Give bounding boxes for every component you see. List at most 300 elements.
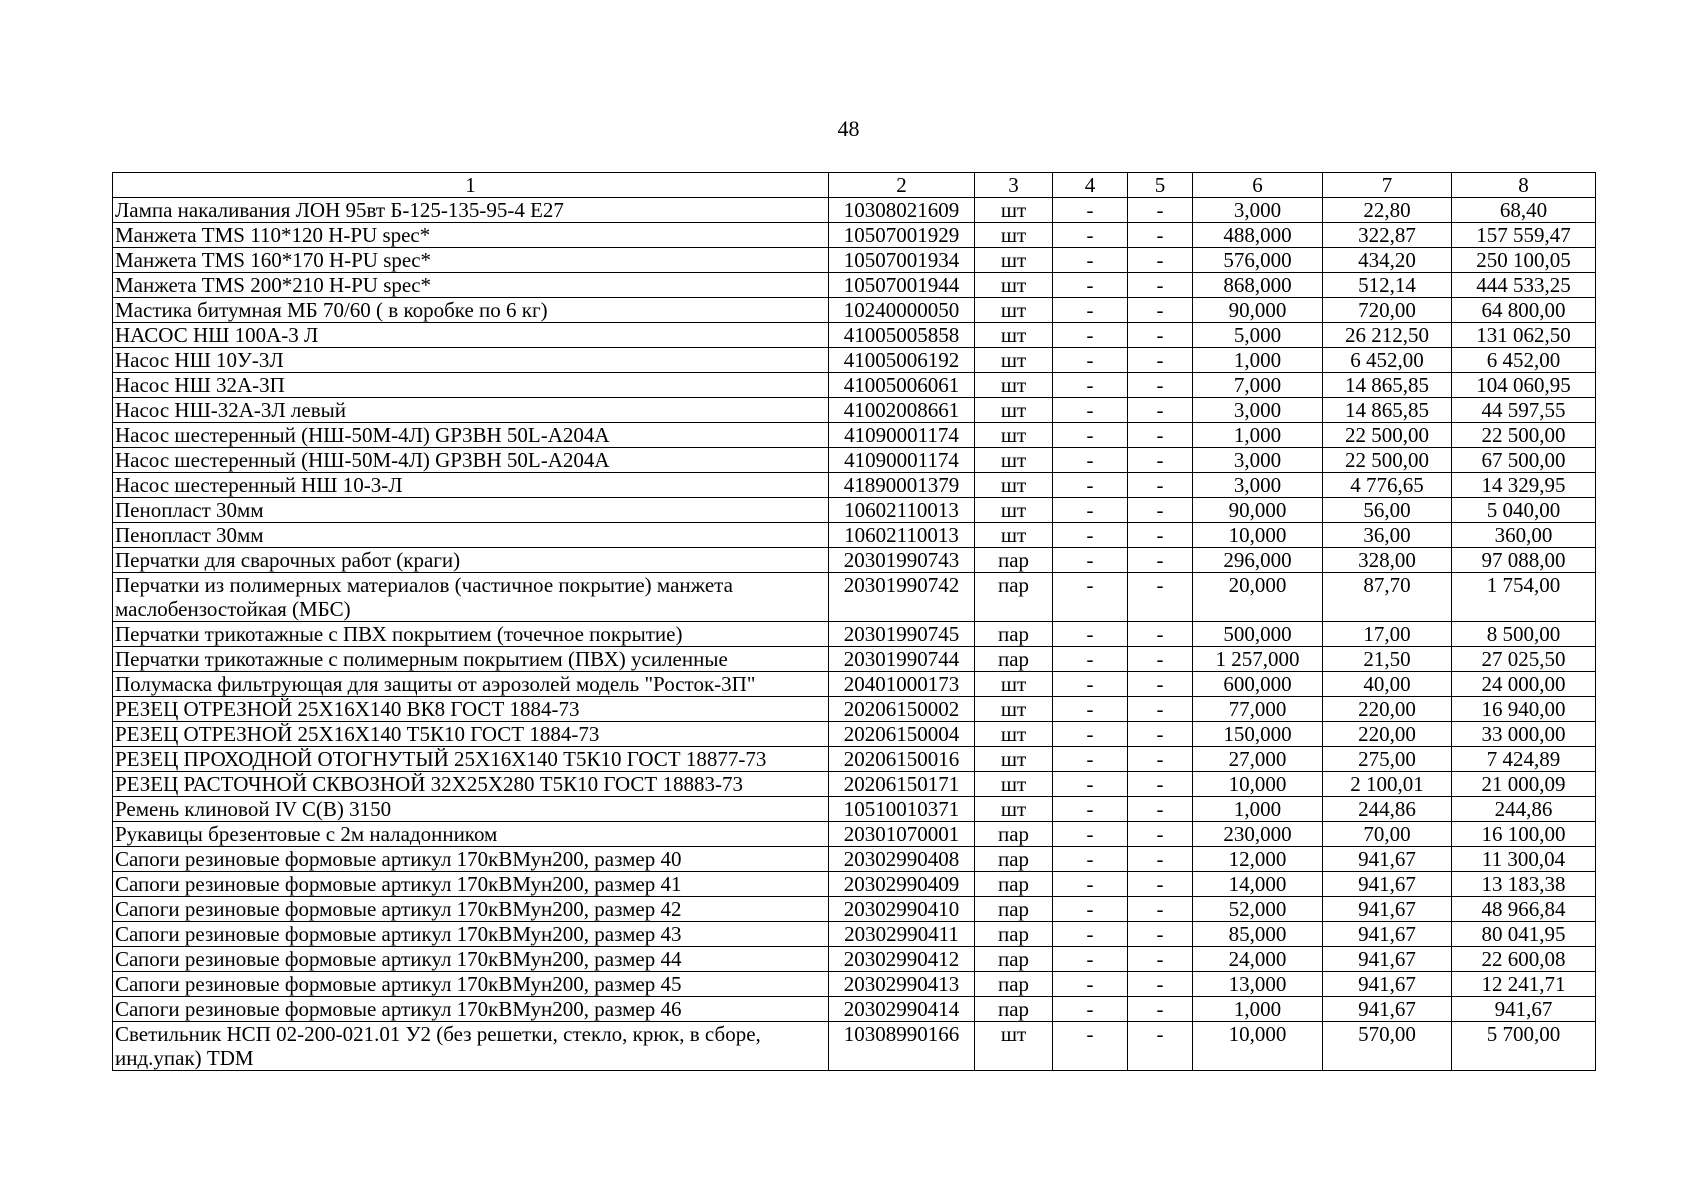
item-col5: - xyxy=(1128,972,1193,997)
table-row xyxy=(113,897,1596,922)
item-code: 20301990742 xyxy=(829,573,975,622)
table-row xyxy=(113,298,1596,323)
item-name: РЕЗЕЦ ОТРЕЗНОЙ 25Х16Х140 ВК8 ГОСТ 1884-73 xyxy=(113,697,829,722)
item-total: 12 241,71 xyxy=(1452,972,1596,997)
item-name: Манжета TMS 110*120 H-PU spec* xyxy=(113,223,829,248)
item-price: 941,67 xyxy=(1323,972,1452,997)
item-price: 220,00 xyxy=(1323,722,1452,747)
table-row xyxy=(113,972,1596,997)
item-code: 41005006192 xyxy=(829,348,975,373)
item-col4: - xyxy=(1053,972,1128,997)
item-quantity: 14,000 xyxy=(1193,872,1323,897)
item-unit: шт xyxy=(975,473,1053,498)
item-total: 5 040,00 xyxy=(1452,498,1596,523)
item-price: 6 452,00 xyxy=(1323,348,1452,373)
item-quantity: 10,000 xyxy=(1193,772,1323,797)
item-total: 21 000,09 xyxy=(1452,772,1596,797)
item-quantity: 13,000 xyxy=(1193,972,1323,997)
item-quantity: 150,000 xyxy=(1193,722,1323,747)
item-code: 20206150002 xyxy=(829,697,975,722)
item-code: 20302990408 xyxy=(829,847,975,872)
item-quantity: 10,000 xyxy=(1193,1022,1323,1071)
item-unit: шт xyxy=(975,498,1053,523)
item-col4: - xyxy=(1053,423,1128,448)
item-unit: шт xyxy=(975,697,1053,722)
item-unit: пар xyxy=(975,847,1053,872)
item-name: Лампа накаливания ЛОН 95вт Б-125-135-95-4 Е27 xyxy=(113,198,829,223)
item-code: 20301990743 xyxy=(829,548,975,573)
page-number: 48 xyxy=(837,116,860,141)
item-col5: - xyxy=(1128,722,1193,747)
item-col4: - xyxy=(1053,747,1128,772)
item-total: 13 183,38 xyxy=(1452,872,1596,897)
item-col5: - xyxy=(1128,1022,1193,1071)
item-col4: - xyxy=(1053,897,1128,922)
item-total: 6 452,00 xyxy=(1452,348,1596,373)
item-total: 360,00 xyxy=(1452,523,1596,548)
item-price: 22 500,00 xyxy=(1323,448,1452,473)
item-code: 20302990414 xyxy=(829,997,975,1022)
item-code: 20401000173 xyxy=(829,672,975,697)
table-row xyxy=(113,548,1596,573)
table-row xyxy=(113,772,1596,797)
item-price: 40,00 xyxy=(1323,672,1452,697)
item-total: 64 800,00 xyxy=(1452,298,1596,323)
item-price: 322,87 xyxy=(1323,223,1452,248)
column-header-8: 8 xyxy=(1452,173,1596,198)
item-quantity: 20,000 xyxy=(1193,573,1323,622)
item-unit: шт xyxy=(975,348,1053,373)
item-quantity: 1 257,000 xyxy=(1193,647,1323,672)
item-col4: - xyxy=(1053,922,1128,947)
item-code: 10507001934 xyxy=(829,248,975,273)
item-total: 11 300,04 xyxy=(1452,847,1596,872)
item-code: 41002008661 xyxy=(829,398,975,423)
item-name: Насос шестеренный НШ 10-3-Л xyxy=(113,473,829,498)
item-name: Светильник НСП 02-200-021.01 У2 (без решетки, стекло, крюк, в сборе, инд.упак) TDM xyxy=(113,1022,829,1071)
column-header-4: 4 xyxy=(1053,173,1128,198)
item-name: Сапоги резиновые формовые артикул 170кВМун200, размер 40 xyxy=(113,847,829,872)
table-row xyxy=(113,323,1596,348)
item-col5: - xyxy=(1128,622,1193,647)
item-col5: - xyxy=(1128,872,1193,897)
table-row xyxy=(113,473,1596,498)
item-price: 941,67 xyxy=(1323,897,1452,922)
table-row xyxy=(113,797,1596,822)
item-col5: - xyxy=(1128,448,1193,473)
item-unit: шт xyxy=(975,672,1053,697)
table-row xyxy=(113,672,1596,697)
item-unit: шт xyxy=(975,523,1053,548)
item-price: 26 212,50 xyxy=(1323,323,1452,348)
item-col5: - xyxy=(1128,348,1193,373)
item-price: 941,67 xyxy=(1323,847,1452,872)
item-name: Насос шестеренный (НШ-50М-4Л) GP3BH 50L-A204A xyxy=(113,423,829,448)
item-quantity: 3,000 xyxy=(1193,473,1323,498)
item-name: Сапоги резиновые формовые артикул 170кВМун200, размер 45 xyxy=(113,972,829,997)
item-price: 941,67 xyxy=(1323,947,1452,972)
table-row xyxy=(113,922,1596,947)
item-total: 131 062,50 xyxy=(1452,323,1596,348)
table-row xyxy=(113,448,1596,473)
column-header-1: 1 xyxy=(113,173,829,198)
item-price: 941,67 xyxy=(1323,922,1452,947)
item-quantity: 230,000 xyxy=(1193,822,1323,847)
item-unit: шт xyxy=(975,448,1053,473)
item-total: 44 597,55 xyxy=(1452,398,1596,423)
item-col5: - xyxy=(1128,897,1193,922)
item-unit: пар xyxy=(975,947,1053,972)
item-quantity: 488,000 xyxy=(1193,223,1323,248)
item-col4: - xyxy=(1053,473,1128,498)
item-price: 36,00 xyxy=(1323,523,1452,548)
table-row xyxy=(113,697,1596,722)
item-unit: пар xyxy=(975,997,1053,1022)
item-unit: шт xyxy=(975,323,1053,348)
item-total: 48 966,84 xyxy=(1452,897,1596,922)
item-total: 5 700,00 xyxy=(1452,1022,1596,1071)
item-col5: - xyxy=(1128,323,1193,348)
item-total: 22 600,08 xyxy=(1452,947,1596,972)
item-col5: - xyxy=(1128,198,1193,223)
item-total: 14 329,95 xyxy=(1452,473,1596,498)
item-total: 27 025,50 xyxy=(1452,647,1596,672)
item-total: 7 424,89 xyxy=(1452,747,1596,772)
item-quantity: 500,000 xyxy=(1193,622,1323,647)
item-col4: - xyxy=(1053,697,1128,722)
item-unit: пар xyxy=(975,922,1053,947)
item-price: 22,80 xyxy=(1323,198,1452,223)
item-code: 20302990413 xyxy=(829,972,975,997)
item-col5: - xyxy=(1128,398,1193,423)
item-total: 8 500,00 xyxy=(1452,622,1596,647)
item-name: РЕЗЕЦ ОТРЕЗНОЙ 25Х16Х140 Т5К10 ГОСТ 1884-73 xyxy=(113,722,829,747)
table-row xyxy=(113,573,1596,622)
table-row xyxy=(113,1022,1596,1071)
table-row xyxy=(113,198,1596,223)
item-price: 720,00 xyxy=(1323,298,1452,323)
item-unit: пар xyxy=(975,647,1053,672)
item-name: Сапоги резиновые формовые артикул 170кВМун200, размер 42 xyxy=(113,897,829,922)
table-row xyxy=(113,722,1596,747)
column-header-7: 7 xyxy=(1323,173,1452,198)
item-code: 10507001944 xyxy=(829,273,975,298)
item-col5: - xyxy=(1128,473,1193,498)
item-unit: пар xyxy=(975,548,1053,573)
item-price: 22 500,00 xyxy=(1323,423,1452,448)
table-row xyxy=(113,847,1596,872)
item-unit: шт xyxy=(975,423,1053,448)
item-price: 244,86 xyxy=(1323,797,1452,822)
item-quantity: 296,000 xyxy=(1193,548,1323,573)
item-quantity: 1,000 xyxy=(1193,797,1323,822)
item-total: 33 000,00 xyxy=(1452,722,1596,747)
item-col5: - xyxy=(1128,273,1193,298)
item-col4: - xyxy=(1053,198,1128,223)
table-row xyxy=(113,822,1596,847)
item-col4: - xyxy=(1053,872,1128,897)
item-col5: - xyxy=(1128,997,1193,1022)
item-name: Насос НШ 10У-3Л xyxy=(113,348,829,373)
table-row xyxy=(113,498,1596,523)
item-unit: шт xyxy=(975,722,1053,747)
item-col4: - xyxy=(1053,947,1128,972)
item-col4: - xyxy=(1053,498,1128,523)
item-unit: пар xyxy=(975,872,1053,897)
item-name: Пенопласт 30мм xyxy=(113,498,829,523)
item-quantity: 77,000 xyxy=(1193,697,1323,722)
item-unit: шт xyxy=(975,1022,1053,1071)
item-name: Перчатки из полимерных материалов (частичное покрытие) манжета маслобензостойкая (МБС) xyxy=(113,573,829,622)
table-row xyxy=(113,997,1596,1022)
item-code: 41090001174 xyxy=(829,448,975,473)
item-name: РЕЗЕЦ РАСТОЧНОЙ СКВОЗНОЙ 32Х25Х280 Т5К10 ГОСТ 18883-73 xyxy=(113,772,829,797)
item-col4: - xyxy=(1053,672,1128,697)
item-total: 16 940,00 xyxy=(1452,697,1596,722)
item-name: Мастика битумная МБ 70/60 ( в коробке по 6 кг) xyxy=(113,298,829,323)
table-row xyxy=(113,947,1596,972)
item-total: 97 088,00 xyxy=(1452,548,1596,573)
item-col4: - xyxy=(1053,573,1128,622)
item-col5: - xyxy=(1128,797,1193,822)
item-unit: шт xyxy=(975,772,1053,797)
item-col5: - xyxy=(1128,373,1193,398)
item-col4: - xyxy=(1053,622,1128,647)
item-price: 87,70 xyxy=(1323,573,1452,622)
item-col4: - xyxy=(1053,373,1128,398)
item-col4: - xyxy=(1053,323,1128,348)
item-quantity: 1,000 xyxy=(1193,348,1323,373)
item-col5: - xyxy=(1128,248,1193,273)
item-code: 10507001929 xyxy=(829,223,975,248)
item-total: 104 060,95 xyxy=(1452,373,1596,398)
item-total: 67 500,00 xyxy=(1452,448,1596,473)
item-code: 10602110013 xyxy=(829,523,975,548)
column-header-5: 5 xyxy=(1128,173,1193,198)
item-col5: - xyxy=(1128,647,1193,672)
item-unit: пар xyxy=(975,573,1053,622)
item-price: 941,67 xyxy=(1323,997,1452,1022)
item-col4: - xyxy=(1053,797,1128,822)
table-row xyxy=(113,248,1596,273)
item-col5: - xyxy=(1128,498,1193,523)
item-quantity: 600,000 xyxy=(1193,672,1323,697)
item-price: 14 865,85 xyxy=(1323,398,1452,423)
item-name: Сапоги резиновые формовые артикул 170кВМун200, размер 44 xyxy=(113,947,829,972)
item-quantity: 12,000 xyxy=(1193,847,1323,872)
item-col5: - xyxy=(1128,672,1193,697)
table-row xyxy=(113,872,1596,897)
table-row xyxy=(113,398,1596,423)
item-col5: - xyxy=(1128,947,1193,972)
item-quantity: 27,000 xyxy=(1193,747,1323,772)
item-price: 434,20 xyxy=(1323,248,1452,273)
item-name: Перчатки для сварочных работ (краги) xyxy=(113,548,829,573)
item-total: 68,40 xyxy=(1452,198,1596,223)
item-col5: - xyxy=(1128,772,1193,797)
item-unit: пар xyxy=(975,897,1053,922)
item-code: 41890001379 xyxy=(829,473,975,498)
item-col5: - xyxy=(1128,822,1193,847)
item-col5: - xyxy=(1128,697,1193,722)
item-col4: - xyxy=(1053,1022,1128,1071)
table-row xyxy=(113,348,1596,373)
item-unit: шт xyxy=(975,273,1053,298)
item-code: 10602110013 xyxy=(829,498,975,523)
item-code: 10240000050 xyxy=(829,298,975,323)
item-name: Перчатки трикотажные с полимерным покрытием (ПВХ) усиленные xyxy=(113,647,829,672)
item-col4: - xyxy=(1053,523,1128,548)
item-quantity: 85,000 xyxy=(1193,922,1323,947)
item-total: 1 754,00 xyxy=(1452,573,1596,622)
item-unit: пар xyxy=(975,622,1053,647)
item-col4: - xyxy=(1053,847,1128,872)
item-price: 570,00 xyxy=(1323,1022,1452,1071)
item-quantity: 576,000 xyxy=(1193,248,1323,273)
inventory-table xyxy=(112,172,1596,1071)
item-price: 56,00 xyxy=(1323,498,1452,523)
item-name: Манжета TMS 160*170 H-PU spec* xyxy=(113,248,829,273)
item-code: 41005006061 xyxy=(829,373,975,398)
item-unit: шт xyxy=(975,747,1053,772)
item-price: 14 865,85 xyxy=(1323,373,1452,398)
item-code: 41005005858 xyxy=(829,323,975,348)
item-name: Сапоги резиновые формовые артикул 170кВМун200, размер 41 xyxy=(113,872,829,897)
item-col4: - xyxy=(1053,997,1128,1022)
item-col5: - xyxy=(1128,223,1193,248)
item-quantity: 1,000 xyxy=(1193,423,1323,448)
item-quantity: 52,000 xyxy=(1193,897,1323,922)
item-name: Полумаска фильтрующая для защиты от аэрозолей модель "Росток-3П" xyxy=(113,672,829,697)
item-name: Насос шестеренный (НШ-50М-4Л) GP3BH 50L-A204A xyxy=(113,448,829,473)
item-price: 70,00 xyxy=(1323,822,1452,847)
item-code: 20302990409 xyxy=(829,872,975,897)
column-header-3: 3 xyxy=(975,173,1053,198)
item-quantity: 868,000 xyxy=(1193,273,1323,298)
item-quantity: 3,000 xyxy=(1193,398,1323,423)
item-unit: шт xyxy=(975,223,1053,248)
item-unit: шт xyxy=(975,298,1053,323)
item-code: 41090001174 xyxy=(829,423,975,448)
item-name: Пенопласт 30мм xyxy=(113,523,829,548)
item-col4: - xyxy=(1053,298,1128,323)
header-row xyxy=(113,173,1596,198)
table-body xyxy=(113,198,1596,1071)
table-row xyxy=(113,647,1596,672)
item-total: 250 100,05 xyxy=(1452,248,1596,273)
item-price: 220,00 xyxy=(1323,697,1452,722)
item-total: 22 500,00 xyxy=(1452,423,1596,448)
item-col5: - xyxy=(1128,523,1193,548)
item-total: 444 533,25 xyxy=(1452,273,1596,298)
item-col4: - xyxy=(1053,273,1128,298)
item-name: РЕЗЕЦ ПРОХОДНОЙ ОТОГНУТЫЙ 25Х16Х140 Т5К10 ГОСТ 18877-73 xyxy=(113,747,829,772)
item-code: 20302990410 xyxy=(829,897,975,922)
item-col4: - xyxy=(1053,348,1128,373)
item-col5: - xyxy=(1128,922,1193,947)
item-unit: пар xyxy=(975,822,1053,847)
item-name: Насос НШ 32А-3П xyxy=(113,373,829,398)
item-code: 20206150171 xyxy=(829,772,975,797)
table-row xyxy=(113,223,1596,248)
item-code: 20301070001 xyxy=(829,822,975,847)
item-col4: - xyxy=(1053,772,1128,797)
item-quantity: 90,000 xyxy=(1193,498,1323,523)
item-name: Насос НШ-32А-3Л левый xyxy=(113,398,829,423)
item-col4: - xyxy=(1053,548,1128,573)
item-total: 941,67 xyxy=(1452,997,1596,1022)
item-quantity: 7,000 xyxy=(1193,373,1323,398)
item-name: Сапоги резиновые формовые артикул 170кВМун200, размер 46 xyxy=(113,997,829,1022)
item-code: 20301990745 xyxy=(829,622,975,647)
item-total: 24 000,00 xyxy=(1452,672,1596,697)
table-row xyxy=(113,273,1596,298)
item-price: 941,67 xyxy=(1323,872,1452,897)
item-col4: - xyxy=(1053,822,1128,847)
item-total: 157 559,47 xyxy=(1452,223,1596,248)
item-name: Перчатки трикотажные с ПВХ покрытием (точечное покрытие) xyxy=(113,622,829,647)
column-header-2: 2 xyxy=(829,173,975,198)
item-unit: шт xyxy=(975,198,1053,223)
item-price: 275,00 xyxy=(1323,747,1452,772)
item-col5: - xyxy=(1128,423,1193,448)
item-unit: шт xyxy=(975,398,1053,423)
item-code: 20206150016 xyxy=(829,747,975,772)
item-unit: шт xyxy=(975,373,1053,398)
item-quantity: 24,000 xyxy=(1193,947,1323,972)
item-price: 2 100,01 xyxy=(1323,772,1452,797)
table-row xyxy=(113,747,1596,772)
item-quantity: 5,000 xyxy=(1193,323,1323,348)
item-name: Рукавицы брезентовые с 2м наладонником xyxy=(113,822,829,847)
item-name: Ремень клиновой IV C(B) 3150 xyxy=(113,797,829,822)
item-code: 20301990744 xyxy=(829,647,975,672)
item-col5: - xyxy=(1128,747,1193,772)
item-col4: - xyxy=(1053,223,1128,248)
item-code: 10308990166 xyxy=(829,1022,975,1071)
item-total: 244,86 xyxy=(1452,797,1596,822)
table-row xyxy=(113,423,1596,448)
item-price: 512,14 xyxy=(1323,273,1452,298)
table-row xyxy=(113,373,1596,398)
item-quantity: 1,000 xyxy=(1193,997,1323,1022)
item-col4: - xyxy=(1053,647,1128,672)
item-code: 20302990411 xyxy=(829,922,975,947)
item-code: 20302990412 xyxy=(829,947,975,972)
item-col5: - xyxy=(1128,548,1193,573)
item-col4: - xyxy=(1053,248,1128,273)
table-header xyxy=(113,173,1596,198)
item-name: Сапоги резиновые формовые артикул 170кВМун200, размер 43 xyxy=(113,922,829,947)
item-name: НАСОС НШ 100А-3 Л xyxy=(113,323,829,348)
item-col4: - xyxy=(1053,448,1128,473)
item-total: 80 041,95 xyxy=(1452,922,1596,947)
item-price: 17,00 xyxy=(1323,622,1452,647)
item-total: 16 100,00 xyxy=(1452,822,1596,847)
item-col5: - xyxy=(1128,298,1193,323)
item-name: Манжета TMS 200*210 H-PU spec* xyxy=(113,273,829,298)
item-unit: шт xyxy=(975,797,1053,822)
item-col5: - xyxy=(1128,847,1193,872)
item-unit: пар xyxy=(975,972,1053,997)
table-row xyxy=(113,523,1596,548)
item-code: 20206150004 xyxy=(829,722,975,747)
item-code: 10510010371 xyxy=(829,797,975,822)
item-col4: - xyxy=(1053,722,1128,747)
item-col4: - xyxy=(1053,398,1128,423)
item-quantity: 3,000 xyxy=(1193,448,1323,473)
item-quantity: 3,000 xyxy=(1193,198,1323,223)
